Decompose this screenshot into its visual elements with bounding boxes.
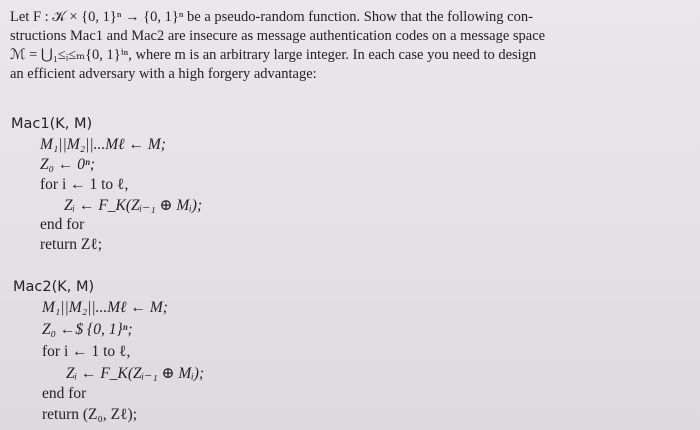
mac1-line-for: for i ← 1 to ℓ, [40,176,129,193]
problem-line-3: ℳ = ⋃₁≤ᵢ≤ₘ{0, 1}ⁱⁿ, where m is an arbitrary large integer. In each case you need to design [10,47,537,63]
problem-line-4: an efficient adversary with a high forgery advantage: [10,66,317,82]
mac1-header: Mac1(K, M) [11,116,93,132]
mac2-header: Mac2(K, M) [13,279,95,295]
mac1-line-endfor: end for [40,216,85,233]
mac1-line-split: M₁||M₂||...Mℓ ← M; [40,136,166,153]
mac2-line-endfor: end for [42,385,87,402]
mac2-line-return: return (Z₀, Zℓ); [42,406,138,423]
mac1-line-return: return Zℓ; [40,236,103,253]
mac2-line-split: M₁||M₂||...Mℓ ← M; [42,299,168,316]
problem-statement [10,8,692,84]
mac2-line-update: Zᵢ ← F_K(Zᵢ₋₁ ⊕ Mᵢ); [66,365,205,382]
problem-line-1: Let F : 𝒦 × {0, 1}ⁿ → {0, 1}ⁿ be a pseudo-random function. Show that the following con- [10,9,533,25]
problem-line-2: structions Mac1 and Mac2 are insecure as message authentication codes on a message space [10,28,546,44]
mac1-line-init: Z₀ ← 0ⁿ; [40,156,96,173]
mac2-line-for: for i ← 1 to ℓ, [42,343,131,360]
mac2-line-init: Z₀ ←$ {0, 1}ⁿ; [42,321,133,338]
mac1-line-update: Zᵢ ← F_K(Zᵢ₋₁ ⊕ Mᵢ); [64,197,203,214]
